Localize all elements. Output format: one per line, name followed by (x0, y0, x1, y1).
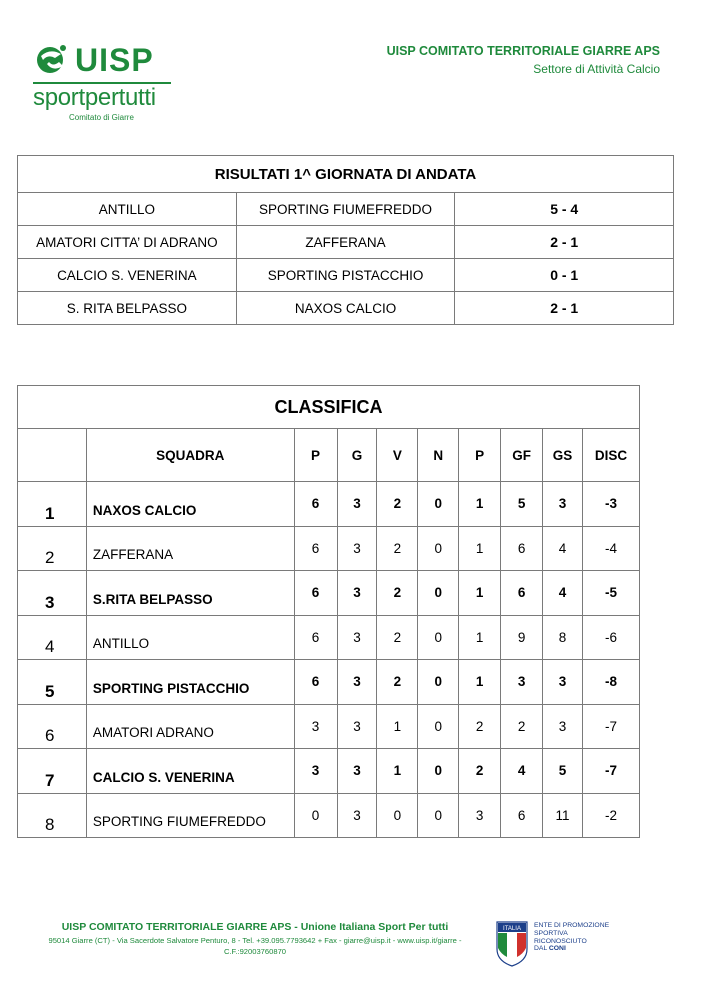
standings-row (18, 749, 640, 794)
goals-for: 6 (501, 793, 543, 838)
discipline: -4 (583, 526, 640, 571)
logo-brand: UISP (75, 42, 154, 78)
points: 6 (294, 615, 337, 660)
uisp-runner-icon (33, 42, 73, 78)
discipline: -7 (583, 704, 640, 749)
played: 3 (337, 615, 377, 660)
discipline: -6 (583, 615, 640, 660)
coni-dal: DAL (534, 945, 549, 953)
coni-country: ITALIA (503, 926, 521, 932)
team-name: CALCIO S. VENERINA (86, 749, 294, 794)
draws: 0 (418, 571, 459, 616)
discipline: -8 (583, 660, 640, 705)
column-header (18, 429, 87, 482)
played: 3 (337, 660, 377, 705)
goals-for: 2 (501, 704, 543, 749)
team-name: SPORTING PISTACCHIO (86, 660, 294, 705)
column-header: SQUADRA (86, 429, 294, 482)
wins: 2 (377, 482, 418, 527)
team-name: ANTILLO (86, 615, 294, 660)
match-row (18, 193, 674, 226)
logo-committee: Comitato di Giarre (69, 113, 134, 122)
footer-tax-code: C.F.:92003760870 (223, 947, 287, 956)
team-name: SPORTING FIUMEFREDDO (86, 793, 294, 838)
column-header: GS (543, 429, 583, 482)
standings-table (17, 385, 640, 838)
points: 6 (294, 482, 337, 527)
match-row (18, 292, 674, 325)
column-header: P (459, 429, 501, 482)
played: 3 (337, 571, 377, 616)
position: 8 (18, 793, 87, 838)
draws: 0 (418, 704, 459, 749)
discipline: -5 (583, 571, 640, 616)
goals-against: 3 (543, 660, 583, 705)
match-away: NAXOS CALCIO (236, 292, 455, 325)
standings-row (18, 482, 640, 527)
played: 3 (337, 704, 377, 749)
match-score: 2 - 1 (455, 292, 674, 325)
goals-against: 8 (543, 615, 583, 660)
wins: 2 (377, 615, 418, 660)
goals-for: 5 (501, 482, 543, 527)
wins: 0 (377, 793, 418, 838)
points: 6 (294, 660, 337, 705)
match-home: ANTILLO (18, 193, 237, 226)
goals-for: 3 (501, 660, 543, 705)
goals-for: 6 (501, 571, 543, 616)
coni-line: RICONOSCIUTO (534, 937, 587, 945)
goals-for: 6 (501, 526, 543, 571)
coni-line (534, 945, 609, 953)
footer-address: 95014 Giarre (CT) - Via Sacerdote Salvatore Penturo, 8 - Tel. +39.095.7793642 + Fax - giarre@uisp.it - www.uisp.it/giarre - (48, 936, 462, 945)
match-away: ZAFFERANA (236, 226, 455, 259)
match-away: SPORTING PISTACCHIO (236, 259, 455, 292)
played: 3 (337, 526, 377, 571)
match-row (18, 226, 674, 259)
results-title: RISULTATI 1^ GIORNATA DI ANDATA (18, 156, 674, 193)
wins: 1 (377, 749, 418, 794)
wins: 2 (377, 571, 418, 616)
losses: 2 (459, 749, 501, 794)
wins: 1 (377, 704, 418, 749)
standings-header-row (18, 429, 640, 482)
played: 3 (337, 482, 377, 527)
draws: 0 (418, 793, 459, 838)
standings-row (18, 660, 640, 705)
column-header: DISC (583, 429, 640, 482)
match-row (18, 259, 674, 292)
discipline: -7 (583, 749, 640, 794)
played: 3 (337, 793, 377, 838)
standings-row (18, 526, 640, 571)
goals-against: 3 (543, 482, 583, 527)
goals-against: 4 (543, 571, 583, 616)
wins: 2 (377, 526, 418, 571)
header-sector: Settore di Attività Calcio (533, 62, 660, 76)
points: 6 (294, 526, 337, 571)
losses: 1 (459, 526, 501, 571)
played: 3 (337, 749, 377, 794)
coni-name: CONI (548, 945, 566, 953)
position: 3 (18, 571, 87, 616)
header-organization: UISP COMITATO TERRITORIALE GIARRE APS (386, 44, 660, 58)
match-score: 0 - 1 (455, 259, 674, 292)
team-name: AMATORI ADRANO (86, 704, 294, 749)
discipline: -2 (583, 793, 640, 838)
team-name: ZAFFERANA (86, 526, 294, 571)
footer-title: UISP COMITATO TERRITORIALE GIARRE APS - Unione Italiana Sport Per tutti (61, 921, 449, 933)
losses: 1 (459, 571, 501, 616)
discipline: -3 (583, 482, 640, 527)
match-home: S. RITA BELPASSO (18, 292, 237, 325)
goals-against: 11 (543, 793, 583, 838)
column-header: GF (501, 429, 543, 482)
position: 7 (18, 749, 87, 794)
goals-against: 4 (543, 526, 583, 571)
losses: 3 (459, 793, 501, 838)
coni-line: ENTE DI PROMOZIONE (534, 922, 610, 929)
match-score: 5 - 4 (455, 193, 674, 226)
standings-row (18, 704, 640, 749)
points: 0 (294, 793, 337, 838)
losses: 2 (459, 704, 501, 749)
points: 3 (294, 704, 337, 749)
wins: 2 (377, 660, 418, 705)
draws: 0 (418, 526, 459, 571)
match-home: CALCIO S. VENERINA (18, 259, 237, 292)
coni-badge (496, 921, 616, 969)
goals-against: 3 (543, 704, 583, 749)
position: 4 (18, 615, 87, 660)
column-header: P (294, 429, 337, 482)
footer-contact (30, 935, 480, 957)
standings-title: CLASSIFICA (18, 386, 640, 429)
logo-tagline: sportpertutti (33, 84, 156, 111)
draws: 0 (418, 660, 459, 705)
italia-shield-icon (496, 921, 528, 967)
column-header: N (418, 429, 459, 482)
coni-line: SPORTIVA (534, 929, 568, 937)
draws: 0 (418, 482, 459, 527)
points: 3 (294, 749, 337, 794)
standings-row (18, 615, 640, 660)
uisp-logo (33, 40, 183, 124)
points: 6 (294, 571, 337, 616)
match-home: AMATORI CITTA’ DI ADRANO (18, 226, 237, 259)
position: 1 (18, 482, 87, 527)
goals-for: 4 (501, 749, 543, 794)
goals-for: 9 (501, 615, 543, 660)
draws: 0 (418, 749, 459, 794)
column-header: G (337, 429, 377, 482)
results-table (17, 155, 674, 325)
team-name: S.RITA BELPASSO (86, 571, 294, 616)
losses: 1 (459, 660, 501, 705)
match-away: SPORTING FIUMEFREDDO (236, 193, 455, 226)
losses: 1 (459, 482, 501, 527)
match-score: 2 - 1 (455, 226, 674, 259)
position: 5 (18, 660, 87, 705)
column-header: V (377, 429, 418, 482)
standings-row (18, 793, 640, 838)
position: 2 (18, 526, 87, 571)
losses: 1 (459, 615, 501, 660)
draws: 0 (418, 615, 459, 660)
position: 6 (18, 704, 87, 749)
team-name: NAXOS CALCIO (86, 482, 294, 527)
coni-caption (534, 922, 609, 953)
standings-row (18, 571, 640, 616)
goals-against: 5 (543, 749, 583, 794)
